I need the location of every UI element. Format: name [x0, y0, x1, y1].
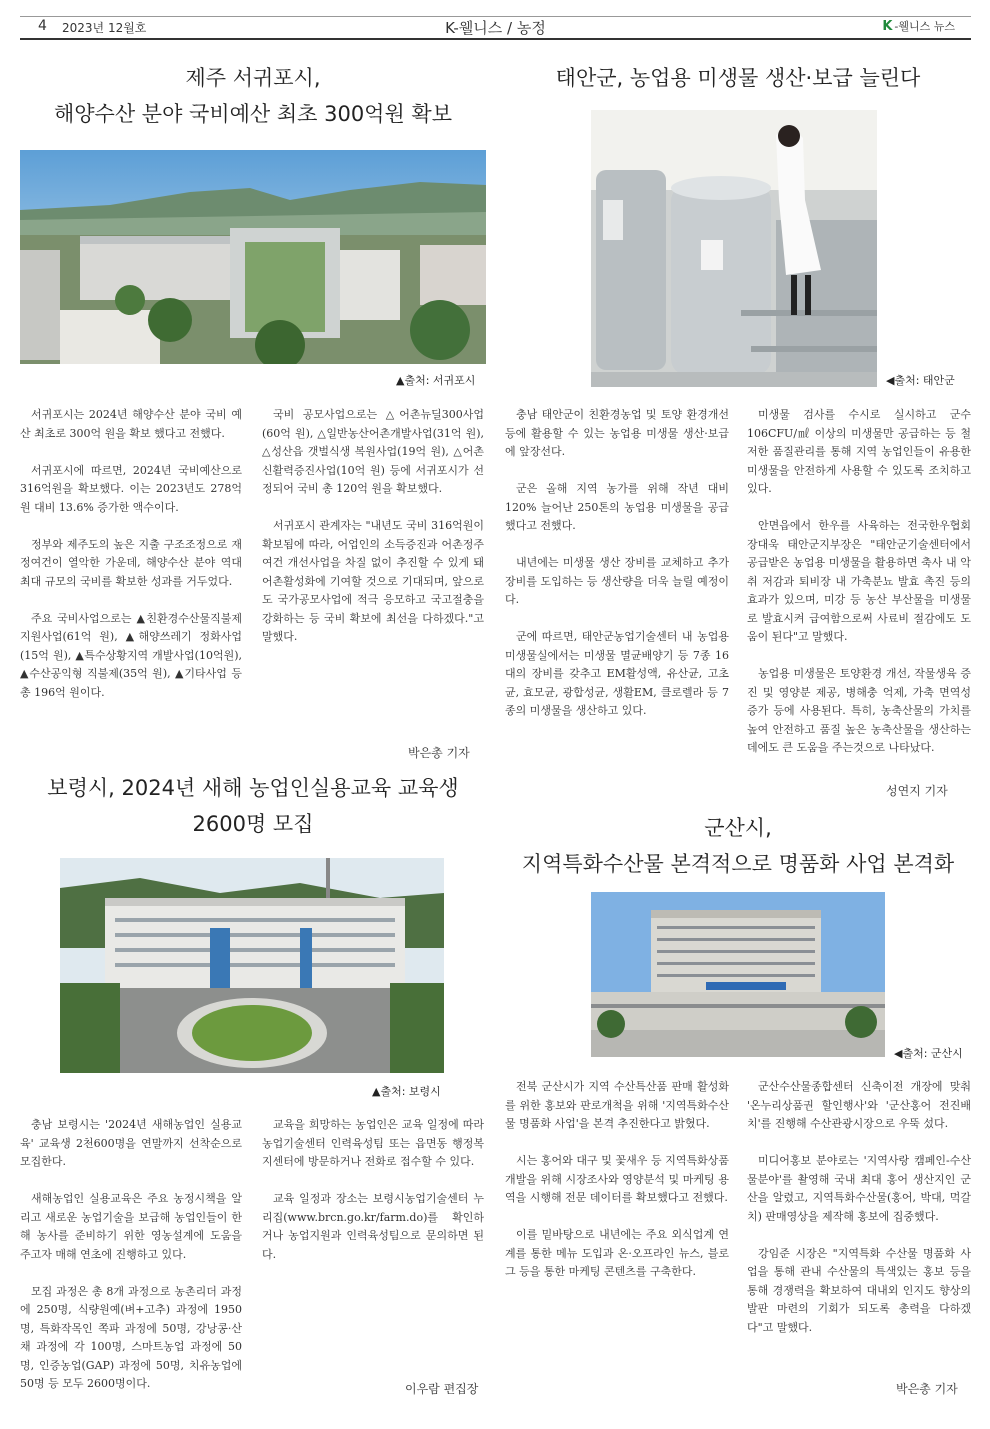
lab-worker-tanks-photo: [591, 110, 877, 387]
article-4-paragraph: 전북 군산시가 지역 수산특산품 판매 활성화를 위한 홍보와 판로개척을 위해 '지역특화수산물 명품화 사업'을 본격 추진한다고 밝혔다.: [505, 1080, 729, 1130]
article-2-paragraph: 군에 따르면, 태안군농업기술센터 내 농업용 미생물실에서는 미생물 멸균배양기 등 7종 16대의 장비를 갖추고 EM활성액, 유산균, 고초균, 효모균, 광합성균, 생활EM, 클로렐라 등 7종의 미생물을 생산하고 있다.: [505, 630, 729, 717]
publication-logo: [882, 18, 955, 34]
article-1-paragraph: 서귀포시에 따르면, 2024년 국비예산으로 316억원을 확보했다. 이는 2023년도 278억 원 대비 13.6% 증가한 액수이다.: [20, 463, 242, 514]
article-4-paragraph: 미디어홍보 분야로는 '지역사랑 캠페인-수산물분야'를 촬영해 국내 최대 홍어 생산지인 군산을 알렸고, 지역특화수산물(홍어, 박대, 먹갈치) 판매영상을 제작해 홍보에 집중했다.: [747, 1154, 971, 1223]
article-4-title: [505, 810, 971, 882]
article-2-paragraph: 안면읍에서 한우를 사육하는 전국한우협회 장대욱 태안군지부장은 "태안군기술센터에서 공급받은 농업용 미생물을 활용하면 축사 내 악취 저감과 퇴비장 내 가축분뇨 발효 촉진 등의 효과가 있으며, 미강 등 농산 부산물을 미생물로 발효시켜 급여함으로써 사료비 절감에도 도움이 된다"고 말했다.: [747, 519, 971, 643]
city-hall-tower-photo: [591, 892, 885, 1057]
article-3-column-1: [20, 1116, 242, 1412]
article-3-column-2: [262, 1116, 484, 1283]
article-2-paragraph: 농업용 미생물은 토양환경 개선, 작물생육 증진 및 영양분 제공, 병해충 억제, 가축 면역성 증가 등에 사용된다. 특히, 농축산물의 가치를 높여 안전하고 품질 높은 농축산물을 생산하는 데에도 큰 도움을 주는것으로 나타났다.: [747, 667, 971, 754]
article-4-photo: [591, 892, 885, 1057]
article-4-title-line-2: 지역특화수산물 본격적으로 명품화 사업 본격화: [521, 852, 955, 876]
article-1-caption: ▲출처: 서귀포시: [396, 374, 476, 387]
article-4-column-2: [747, 1078, 971, 1356]
article-2-column-1: [505, 406, 729, 739]
article-1-title: [20, 60, 486, 132]
article-1-paragraph: 국비 공모사업으로는 △어촌뉴딜300사업(60억 원), △일반농산어촌개발사업(31억 원), △성산읍 갯벌식생 복원사업(19억 원), △어촌신활력증진사업(10억 원) 등에 서귀포시가 선정되어 국비 총 120억 원을 확보했다.: [262, 408, 484, 495]
article-2-paragraph: 미생물 검사를 수시로 실시하고 군수 106CFU/㎖ 이상의 미생물만 공급하는 등 철저한 품질관리를 통해 지역 농업인들이 유용한 미생물을 안전하게 사용할 수 있도록 조치하고 있다.: [747, 408, 971, 495]
section-title: K-웰니스 / 농정: [445, 19, 546, 37]
article-4-paragraph: 이를 밑바탕으로 내년에는 주요 외식업계 연계를 통한 메뉴 도입과 온·오프라인 뉴스, 블로그 등을 통한 마케팅 콘텐츠를 구축한다.: [505, 1228, 729, 1278]
article-2-title-line-1: 태안군, 농업용 미생물 생산·보급 늘린다: [555, 66, 921, 90]
article-1-byline: 박은총 기자: [408, 746, 470, 760]
article-3-paragraph: 모집 과정은 총 8개 과정으로 농촌리더 과정에 250명, 식량원예(벼+고추) 과정에 1950명, 특화작목인 쪽파 과정에 50명, 강낭콩·산채 과정에 각 100명, 스마트농업 과정에 50명, 인증농업(GAP) 과정에 50명, 치유농업에 50명 등 모두 2600명이다.: [20, 1284, 242, 1390]
article-2-title: [505, 60, 971, 96]
article-1-paragraph: 주요 국비사업으로는 ▲친환경수산물직불제 지원사업(61억 원), ▲해양쓰레기 정화사업(15억 원), ▲특수상황지역 개발사업(10억원), ▲수산공익형 직불제(35억 원), ▲기타사업 등 총 196억 원이다.: [20, 611, 242, 699]
logo-text: -웰니스 뉴스: [894, 20, 955, 33]
article-1-title-line-2: 해양수산 분야 국비예산 최초 300억원 확보: [53, 102, 453, 126]
article-3-paragraph: 충남 보령시는 '2024년 새해농업인 실용교육' 교육생 2천600명을 연말까지 선착순으로 모집한다.: [20, 1118, 242, 1168]
article-3-paragraph: 교육 일정과 장소는 보령시농업기술센터 누리집(www.brcn.go.kr/farm.do)를 확인하거나 농업지원과 인력육성팀으로 문의하면 된다.: [262, 1192, 484, 1261]
article-4-title-line-1: 군산시,: [704, 816, 772, 840]
article-4-paragraph: 시는 홍어와 대구 및 꽃새우 등 지역특화상품 개발을 위해 시장조사와 영양분석 및 마케팅 용역을 시행해 전문 데이터를 확보했다고 전했다.: [505, 1154, 729, 1204]
article-2-paragraph: 충남 태안군이 친환경농업 및 토양 환경개선 등에 활용할 수 있는 농업용 미생물 생산·보급에 앞장선다.: [505, 408, 729, 458]
article-1-column-1: [20, 406, 242, 721]
article-1-paragraph: 서귀포시 관계자는 "내년도 국비 316억원이 확보됨에 따라, 어업인의 소득증진과 어촌정주여건 개선사업을 차질 없이 추진할 수 있게 돼 어촌활성화에 기여할 것으로 기대되며, 앞으로도 국가공모사업에 적극 응모하고 국고절충을 강화하는 등 국비 확보에 최선을 다하겠다."고 말했다.: [262, 519, 484, 643]
issue-date: 2023년 12월호: [62, 21, 147, 35]
article-1-title-line-1: 제주 서귀포시,: [185, 66, 321, 90]
article-2-photo: [591, 110, 877, 387]
article-1-column-2: [262, 406, 484, 665]
article-4-paragraph: 강임준 시장은 "지역특화 수산물 명품화 사업을 통해 관내 수산물의 특색있는 홍보 등을 통해 경쟁력을 확보하여 대내외 인지도 향상의 발판 마련의 기회가 되도록 총력을 다하겠다"고 말했다.: [747, 1246, 971, 1334]
article-3-photo: [60, 858, 444, 1073]
article-1-photo: [20, 150, 486, 364]
article-2-column-2: [747, 406, 971, 776]
article-2-paragraph: 군은 올해 지역 농가를 위해 작년 대비 120% 늘어난 250톤의 농업용 미생물을 공급했다고 전했다.: [505, 482, 729, 532]
government-building-photo: [60, 858, 444, 1073]
city-aerial-photo: [20, 150, 486, 364]
article-3-caption: ▲출처: 보령시: [372, 1085, 441, 1098]
article-3-title-line-2: 2600명 모집: [192, 812, 314, 836]
article-4-column-1: [505, 1078, 729, 1300]
article-2-byline: 성연지 기자: [886, 784, 948, 798]
article-4-byline: 박은총 기자: [896, 1382, 958, 1396]
article-4-paragraph: 군산수산물종합센터 신축이전 개장에 맞춰 '온누리상품권 할인행사'와 '군산홍어 전진배치'를 진행해 수산관광시장으로 우뚝 섰다.: [747, 1080, 971, 1130]
article-3-paragraph: 새해농업인 실용교육은 주요 농정시책을 알리고 새로운 농업기술을 보급해 농업인들이 한 해 농사를 준비하기 위한 영농설계에 도움을 주고자 매해 연초에 진행하고 있다.: [20, 1192, 242, 1261]
page-number: 4: [38, 18, 47, 34]
article-3-title: [20, 770, 486, 842]
article-1-paragraph: 서귀포시는 2024년 해양수산 분야 국비 예산 최초로 300억 원을 확보 했다고 전했다.: [20, 408, 242, 440]
article-3-byline: 이우람 편집장: [405, 1382, 479, 1396]
article-3-paragraph: 교육을 희망하는 농업인은 교육 일정에 따라 농업기술센터 인력육성팀 또는 읍면동 행정복지센터에 방문하거나 전화로 접수할 수 있다.: [262, 1118, 484, 1168]
article-3-title-line-1: 보령시, 2024년 새해 농업인실용교육 교육생: [47, 776, 459, 800]
page-header: [20, 16, 971, 40]
article-2-paragraph: 내년에는 미생물 생산 장비를 교체하고 추가 장비를 도입하는 등 생산량을 더욱 늘릴 예정이다.: [505, 556, 729, 606]
logo-k: K: [882, 18, 893, 34]
article-4-caption: ◀출처: 군산시: [894, 1047, 963, 1060]
article-1-paragraph: 정부와 제주도의 높은 지출 구조조정으로 재정여건이 열악한 가운데, 해양수산 분야 역대 최대 규모의 국비를 확보한 성과를 거두었다.: [20, 537, 242, 588]
article-2-caption: ◀출처: 태안군: [886, 374, 955, 387]
